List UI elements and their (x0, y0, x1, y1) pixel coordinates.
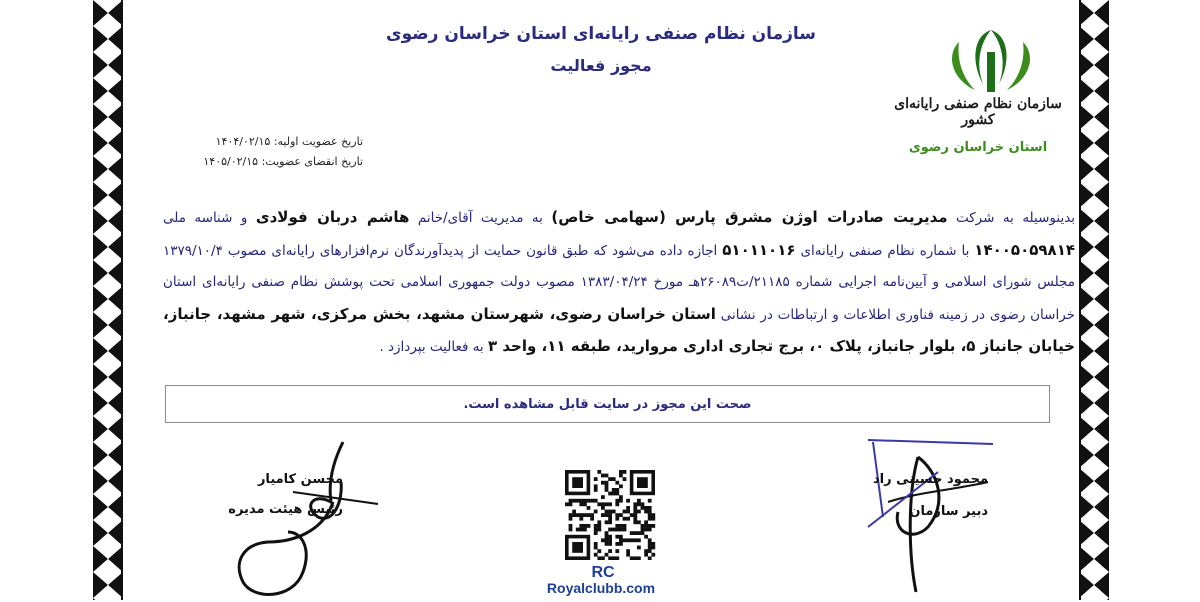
right-signer-name: محمود حسینی راد (873, 472, 988, 487)
body-text-1: بدینوسیله به شرکت (956, 210, 1076, 226)
manager-name: هاشم دربان فولادی (255, 208, 410, 226)
logo-organization-name: سازمان نظام صنفی رایانه‌ای کشور (894, 96, 1062, 128)
header-subtitle: مجوز فعالیت (550, 56, 652, 75)
logo-province: استان خراسان رضوی (908, 140, 1048, 155)
certificate-page (123, 0, 1079, 600)
license-body (163, 202, 1075, 364)
body-text-2: به مدیریت آقای/خانم (417, 210, 543, 226)
start-date-label: تاریخ عضویت اولیه: (273, 135, 363, 148)
brand-logo-text: RC (591, 564, 615, 581)
end-date-label: تاریخ انقضای عضویت: (261, 155, 363, 168)
header-title: سازمان نظام صنفی رایانه‌ای استان خراسان رضوی (386, 24, 816, 44)
membership-dates (163, 132, 363, 172)
verification-text: صحت این مجوز در سایت قابل مشاهده است. (463, 396, 752, 412)
end-date-row (163, 152, 363, 172)
left-signature-icon (193, 432, 393, 602)
right-signer-title: دبیر سازمان (909, 504, 988, 519)
end-date-value: ۱۴۰۵/۰۲/۱۵ (203, 155, 259, 168)
national-id: ۱۴۰۰۵۰۵۹۸۱۴ (974, 240, 1076, 259)
address: استان خراسان رضوی، شهرستان مشهد، بخش مرکزی، شهر مشهد، جانباز، خیابان جانباز ۵، بلوار جانباز، پلاک ۰، برج تجاری اداری مروارید، طبقه ۱۱، واحد ۳ (163, 304, 1075, 355)
start-date-row (163, 132, 363, 152)
brand-site[interactable]: Royalclubb.com (546, 580, 656, 596)
body-text-3: و شناسه ملی (163, 210, 248, 226)
right-decorative-border (1079, 0, 1109, 600)
left-decorative-border (93, 0, 123, 600)
brand-logo-icon (588, 561, 618, 581)
body-text-5: اجازه داده می‌شود که طبق قانون حمایت از پدیدآورندگان نرم‌افزارهای رایانه‌ای مصوب ۱۳۷۹/۱۰/۴ مجلس شورای اسلامی و آیین‌نامه اجرایی شماره ۲۱۱۸۵/ت۲۶۰۸۹هـ مورخ ۱۳۸۳/۰۴/۲۴ مصوب دولت جمهوری اسلامی تحت پوشش نظام صنفی رایانه‌ای استان خراسان رضوی در زمینه فناوری اطلاعات و ارتباطات در نشانی (163, 242, 1075, 323)
body-text-4: با شماره نظام صنفی رایانه‌ای (800, 242, 970, 259)
nezam-number: ۵۱۰۱۱۰۱۶ (722, 240, 796, 259)
company-name: مدیریت صادرات اوژن مشرق پارس (سهامی خاص) (551, 208, 948, 226)
body-text-6: به فعالیت بپردازد . (379, 339, 484, 355)
qr-code-icon[interactable] (561, 470, 659, 560)
left-signer-name: محسن کامیار (257, 472, 343, 487)
left-signer-title: رئیس هیئت مدیره (228, 502, 343, 517)
verification-box (165, 385, 1050, 423)
start-date-value: ۱۴۰۴/۰۲/۱۵ (215, 135, 271, 148)
